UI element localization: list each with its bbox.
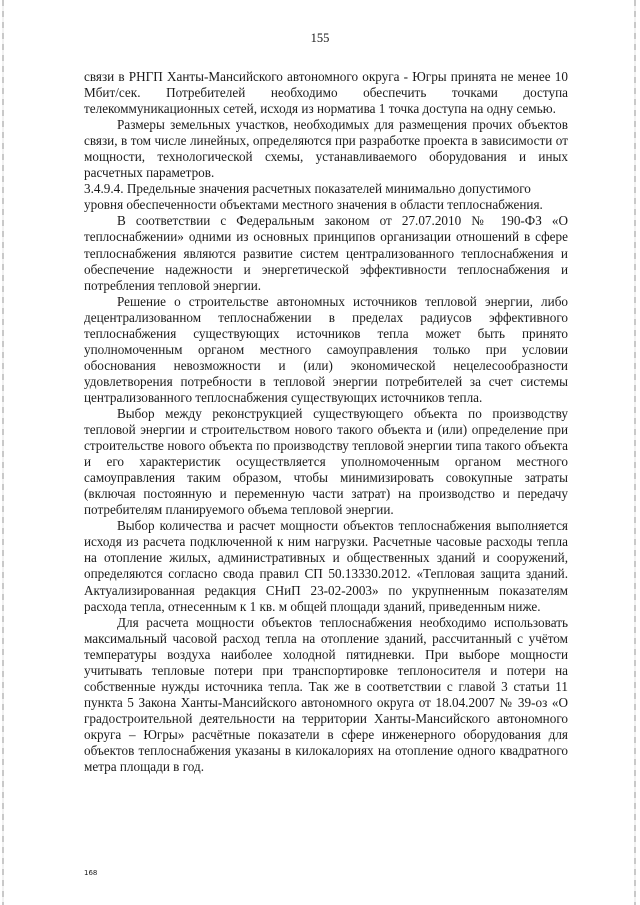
scan-edge-left (2, 0, 4, 905)
paragraph-autonomous-sources: Решение о строительстве автономных источников тепловой энергии, либо децентрализованном теплоснабжении в пределах радиусов эффективного теплоснабжения существующих источников тепла может быть принято уполномоченным органом местного самоуправления только при условии обоснования невозможности и (или) экономической нецелесообразности удовлетворения потребности в тепловой энергии потребителей за счет системы централизованного теплоснабжения существующих источников тепла. (84, 293, 568, 405)
page-number: 155 (310, 31, 330, 45)
paragraph-reconstruction-choice: Выбор между реконструкцией существующего объекта по производству тепловой энергии и строительством нового такого объекта и (или) определение при строительстве нового объекта по производству тепловой энергии типа такого объекта и его характеристик осуществляется уполномоченным органом местного самоуправления таким образом, чтобы минимизировать совокупные затраты (включая постоянную и переменную части затрат) на производство и передачу потребителям планируемого объема тепловой энергии. (84, 405, 568, 518)
section-heading-3-4-9-4: 3.4.9.4. Предельные значения расчетных показателей минимально допустимого уровня обеспеченности объектами местного значения в области теплоснабжения. (84, 181, 543, 213)
paragraph-capacity-calculation: Выбор количества и расчет мощности объектов теплоснабжения выполняется исходя из расчета подключенной к ним нагрузки. Расчетные часовые расходы тепла на отопление жилых, административных и общественных зданий и сооружений, определяются согласно свода правил СП 50.13330.2012. «Тепловая защита зданий. Актуализированная редакция СНиП 23-02-2003» по укрупненным показателям расхода тепла, отнесенным к 1 кв. м общей площади зданий, приведенным ниже. (84, 518, 568, 614)
paragraph-heat-consumption: Для расчета мощности объектов теплоснабжения необходимо использовать максимальный часовой расход тепла на отопление зданий, рассчитанный с учётом температуры воздуха наиболее холодной пятидневки. При выборе мощности учитывать тепловые потери при транспортировке теплоносителя и потери на собственные нужды источника тепла. Так же в соответствии с главой 3 статьи 11 пункта 5 Закона Ханты-Мансийского автономного округа от 18.04.2007 № 39-оз «О градостроительной деятельности на территории Ханты-Мансийского автономного округа – Югры» расчётные показатели в сфере инженерного оборудования для объектов теплоснабжения указаны в килокалориях на отопление одного квадратного метра площади в год. (84, 614, 568, 775)
scan-edge-right (634, 0, 636, 905)
document-body (84, 69, 568, 775)
paragraph-land-plots: Размеры земельных участков, необходимых для размещения прочих объектов связи, в том числе линейных, определяются при разработке проекта в зависимости от мощности, технологической схемы, устанавливаемого оборудования и иных расчетных параметров. (84, 117, 568, 181)
paragraph-federal-law: В соответствии с Федеральным законом от 27.07.2010 № 190-ФЗ «О теплоснабжении» одними из основных принципов организации отношений в сфере теплоснабжения являются развитие систем централизованного теплоснабжения и обеспечение надежности и энергетической эффективности теплоснабжения и потребления тепловой энергии. (84, 213, 568, 293)
footer-sheet-number: 168 (84, 869, 98, 877)
paragraph-communication-continued: связи в РНГП Ханты-Мансийского автономного округа - Югры принята не менее 10 Мбит/сек. Потребителей необходимо обеспечить точками доступа телекоммуникационных сетей, исходя из норматива 1 точка доступа на одну семью. (84, 69, 568, 117)
